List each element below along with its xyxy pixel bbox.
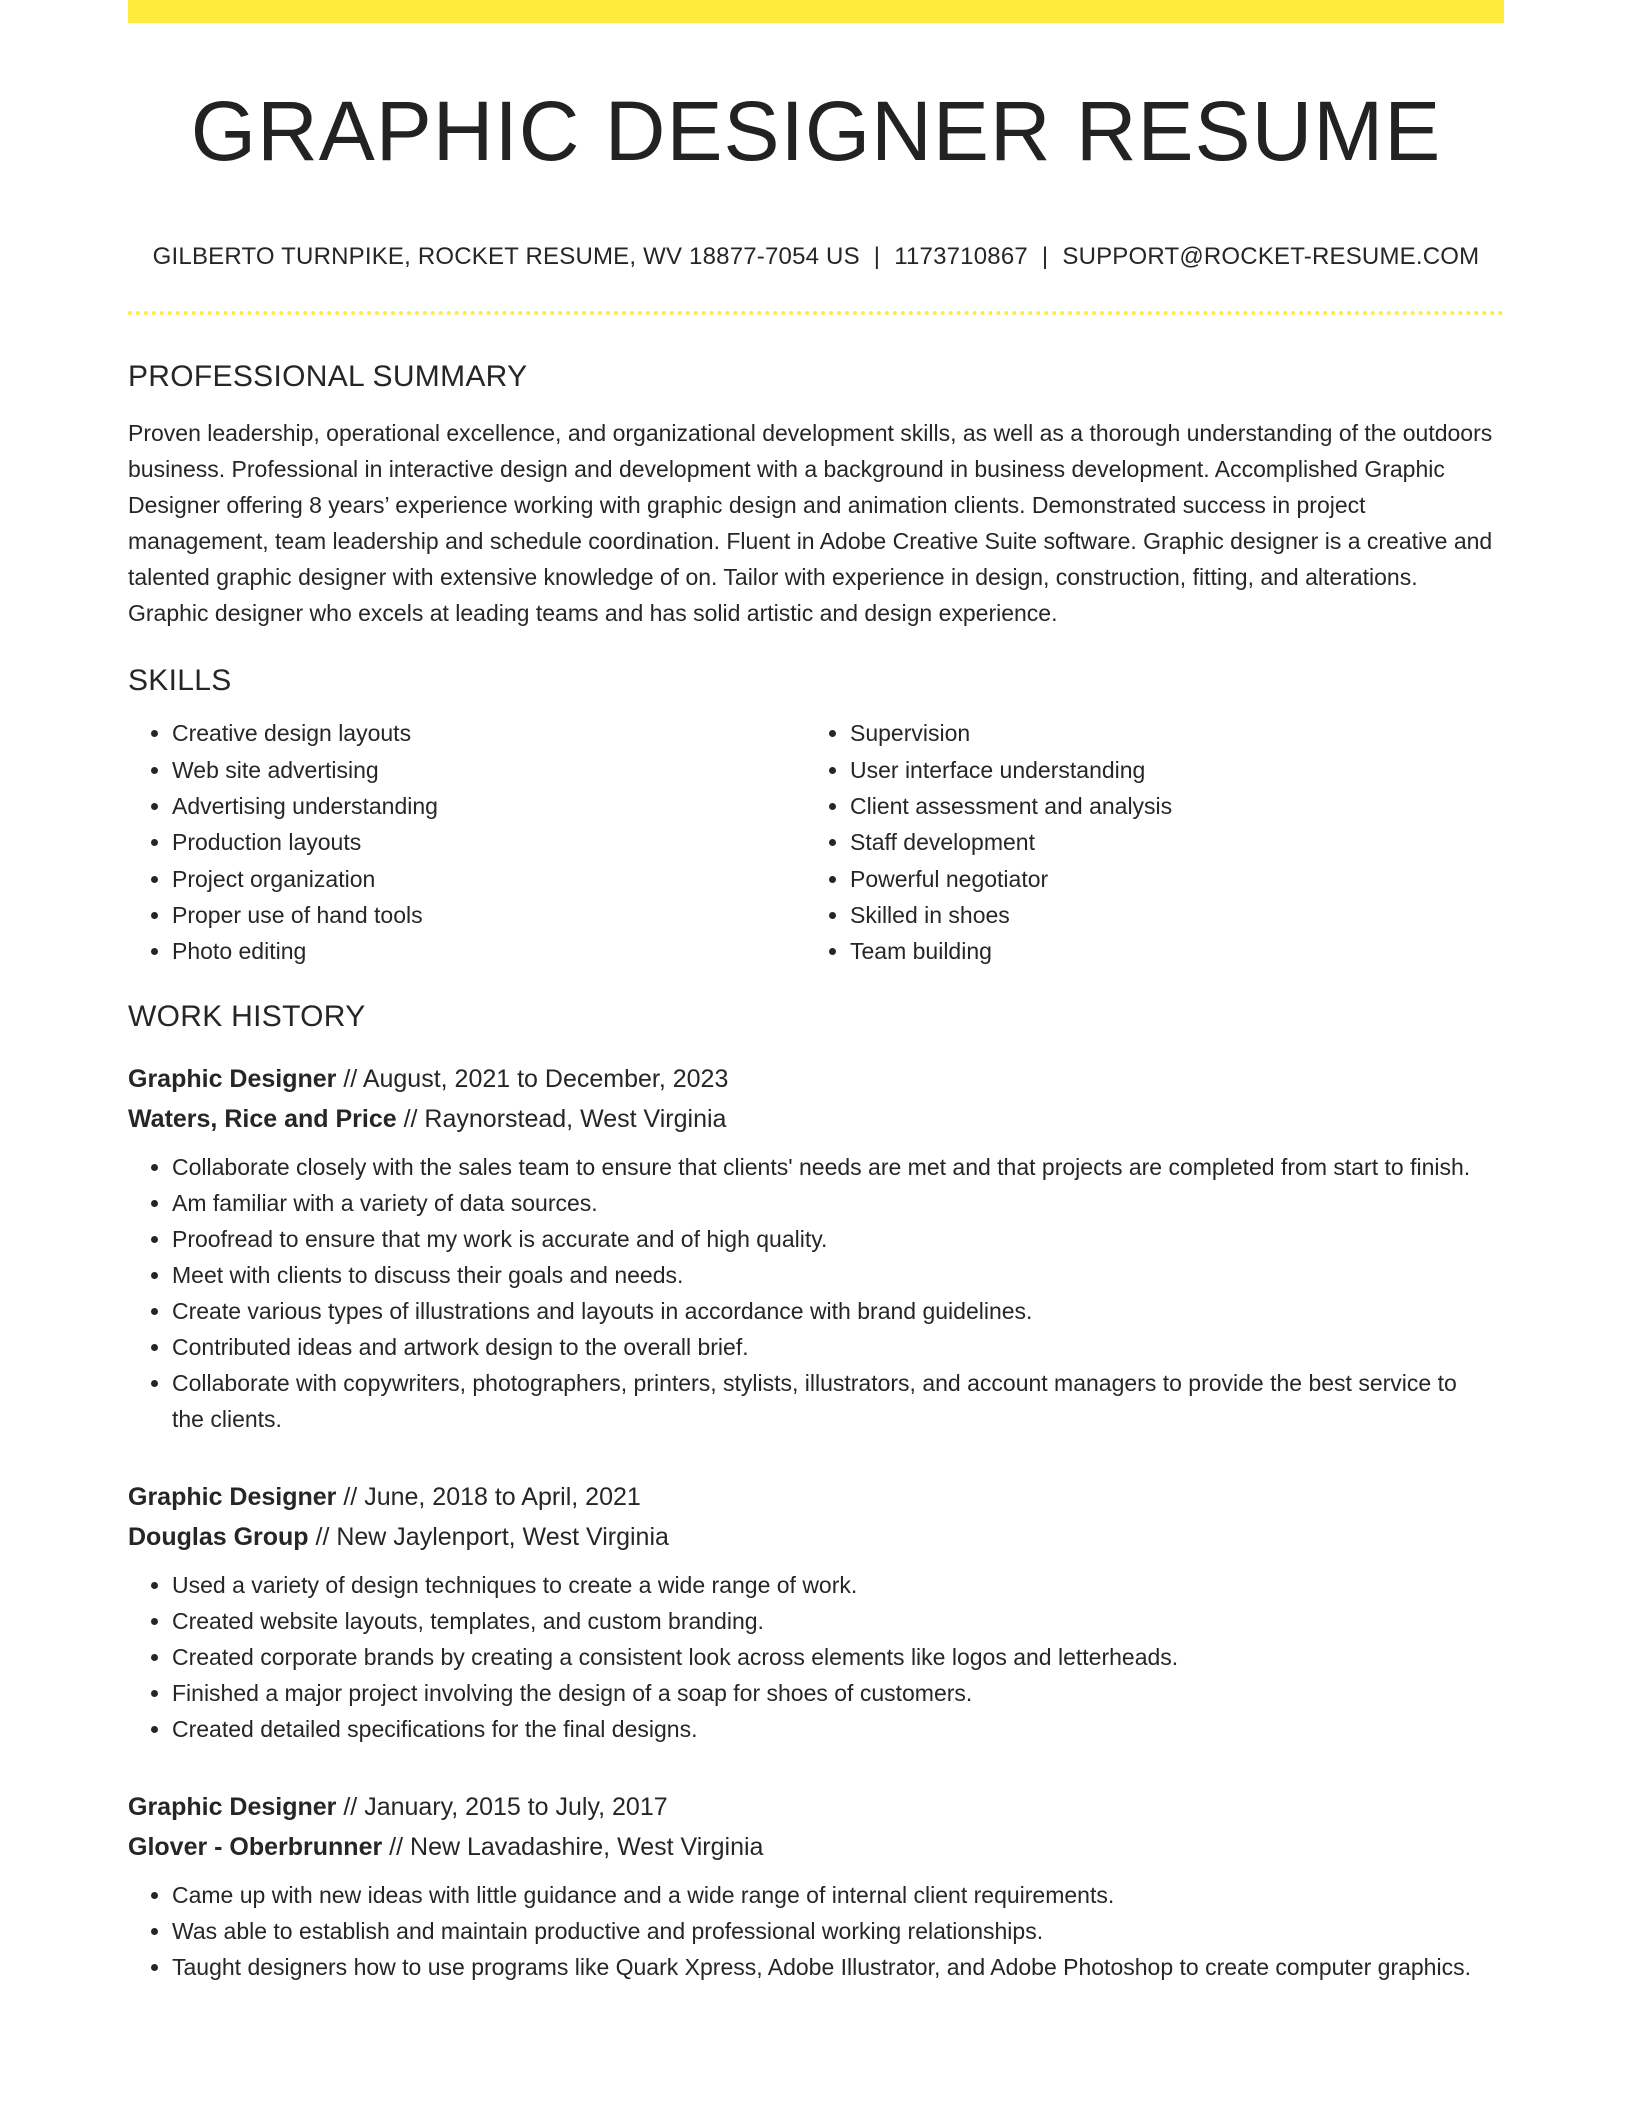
skills-heading: SKILLS (128, 664, 232, 698)
summary-heading: PROFESSIONAL SUMMARY (128, 360, 528, 394)
job-bullet: • Created detailed specifications for the final designs. (172, 1711, 1504, 1747)
job-bullet: • Proofread to ensure that my work is accurate and of high quality. (172, 1221, 1504, 1257)
job-bullet: • Used a variety of design techniques to create a wide range of work. (172, 1567, 1504, 1603)
contact-address: GILBERTO TURNPIKE, ROCKET RESUME, WV 18877-7054 US (152, 243, 860, 271)
contact-separator: | (873, 243, 881, 271)
job-title: Graphic Designer (128, 1065, 337, 1094)
job-title-line (128, 1059, 1504, 1099)
job-company-line (128, 1099, 1504, 1139)
job-dates: // January, 2015 to July, 2017 (343, 1793, 668, 1822)
skill-item: • Photo editing (172, 933, 806, 969)
work-history-heading: WORK HISTORY (128, 1000, 366, 1034)
job-bullet: • Created website layouts, templates, and custom branding. (172, 1603, 1504, 1639)
job-entry (128, 1787, 1504, 1985)
skills-list (128, 715, 1504, 969)
job-bullet: • Was able to establish and maintain productive and professional working relationships. (172, 1913, 1504, 1949)
job-title-line (128, 1787, 1504, 1827)
skill-item: • Powerful negotiator (850, 861, 1484, 897)
job-bullets (128, 1567, 1504, 1747)
dotted-divider (128, 311, 1504, 315)
job-location: // New Lavadashire, West Virginia (389, 1833, 764, 1862)
job-bullet: • Collaborate closely with the sales team to ensure that clients' needs are met and that projects are completed from start to finish. (172, 1149, 1504, 1185)
contact-separator: | (1041, 243, 1049, 271)
job-dates: // August, 2021 to December, 2023 (343, 1065, 729, 1094)
job-bullet: • Came up with new ideas with little guidance and a wide range of internal client requirements. (172, 1877, 1504, 1913)
skill-item: • Proper use of hand tools (172, 897, 806, 933)
resume-page (128, 0, 1504, 1985)
contact-line (128, 243, 1504, 271)
skill-item: • Advertising understanding (172, 788, 806, 824)
job-bullet: • Finished a major project involving the design of a soap for shoes of customers. (172, 1675, 1504, 1711)
job-bullet: • Collaborate with copywriters, photographers, printers, stylists, illustrators, and account managers to provide the best service to the clients. (172, 1365, 1504, 1437)
summary-text: Proven leadership, operational excellence, and organizational development skills, as well as a thorough understanding of the outdoors business. Professional in interactive design and development with a background in business development. Accomplished Graphic Designer offering 8 years’ experience working with graphic design and animation clients. Demonstrated success in project management, team leadership and schedule coordination. Fluent in Adobe Creative Suite software. Graphic designer is a creative and talented graphic designer with extensive knowledge of on. Tailor with experience in design, construction, fitting, and alterations. Graphic designer who excels at leading teams and has solid artistic and design experience. (128, 420, 1493, 627)
job-bullet: • Contributed ideas and artwork design to the overall brief. (172, 1329, 1504, 1365)
job-company-line (128, 1827, 1504, 1867)
job-entry (128, 1477, 1504, 1747)
job-dates: // June, 2018 to April, 2021 (343, 1483, 641, 1512)
job-company: Waters, Rice and Price (128, 1105, 397, 1134)
job-bullet: • Created corporate brands by creating a consistent look across elements like logos and letterheads. (172, 1639, 1504, 1675)
job-entry (128, 1059, 1504, 1437)
job-bullet: • Taught designers how to use programs like Quark Xpress, Adobe Illustrator, and Adobe Photoshop to create computer graphics. (172, 1949, 1504, 1985)
accent-top-bar (128, 0, 1504, 23)
skill-item: • User interface understanding (850, 752, 1484, 788)
page-title: GRAPHIC DESIGNER RESUME (190, 84, 1442, 178)
skill-item: • Production layouts (172, 824, 806, 860)
skill-item: • Client assessment and analysis (850, 788, 1484, 824)
skill-item: • Staff development (850, 824, 1484, 860)
skill-item: • Skilled in shoes (850, 897, 1484, 933)
skill-item: • Team building (850, 933, 1484, 969)
skill-item: • Project organization (172, 861, 806, 897)
contact-phone: 1173710867 (894, 243, 1028, 271)
job-location: // Raynorstead, West Virginia (403, 1105, 727, 1134)
job-bullets (128, 1877, 1504, 1985)
contact-email[interactable]: SUPPORT@ROCKET-RESUME.COM (1062, 243, 1480, 271)
job-bullets (128, 1149, 1504, 1437)
job-company: Glover - Oberbrunner (128, 1833, 383, 1862)
job-company: Douglas Group (128, 1523, 309, 1552)
skills-column-right (806, 715, 1484, 969)
skill-item: • Creative design layouts (172, 715, 806, 751)
skill-item: • Supervision (850, 715, 1484, 751)
job-location: // New Jaylenport, West Virginia (315, 1523, 669, 1552)
job-title: Graphic Designer (128, 1793, 337, 1822)
job-company-line (128, 1517, 1504, 1557)
skill-item: • Web site advertising (172, 752, 806, 788)
skills-column-left (128, 715, 806, 969)
job-title: Graphic Designer (128, 1483, 337, 1512)
job-bullet: • Create various types of illustrations and layouts in accordance with brand guidelines. (172, 1293, 1504, 1329)
job-bullet: • Meet with clients to discuss their goals and needs. (172, 1257, 1504, 1293)
job-bullet: • Am familiar with a variety of data sources. (172, 1185, 1504, 1221)
job-title-line (128, 1477, 1504, 1517)
